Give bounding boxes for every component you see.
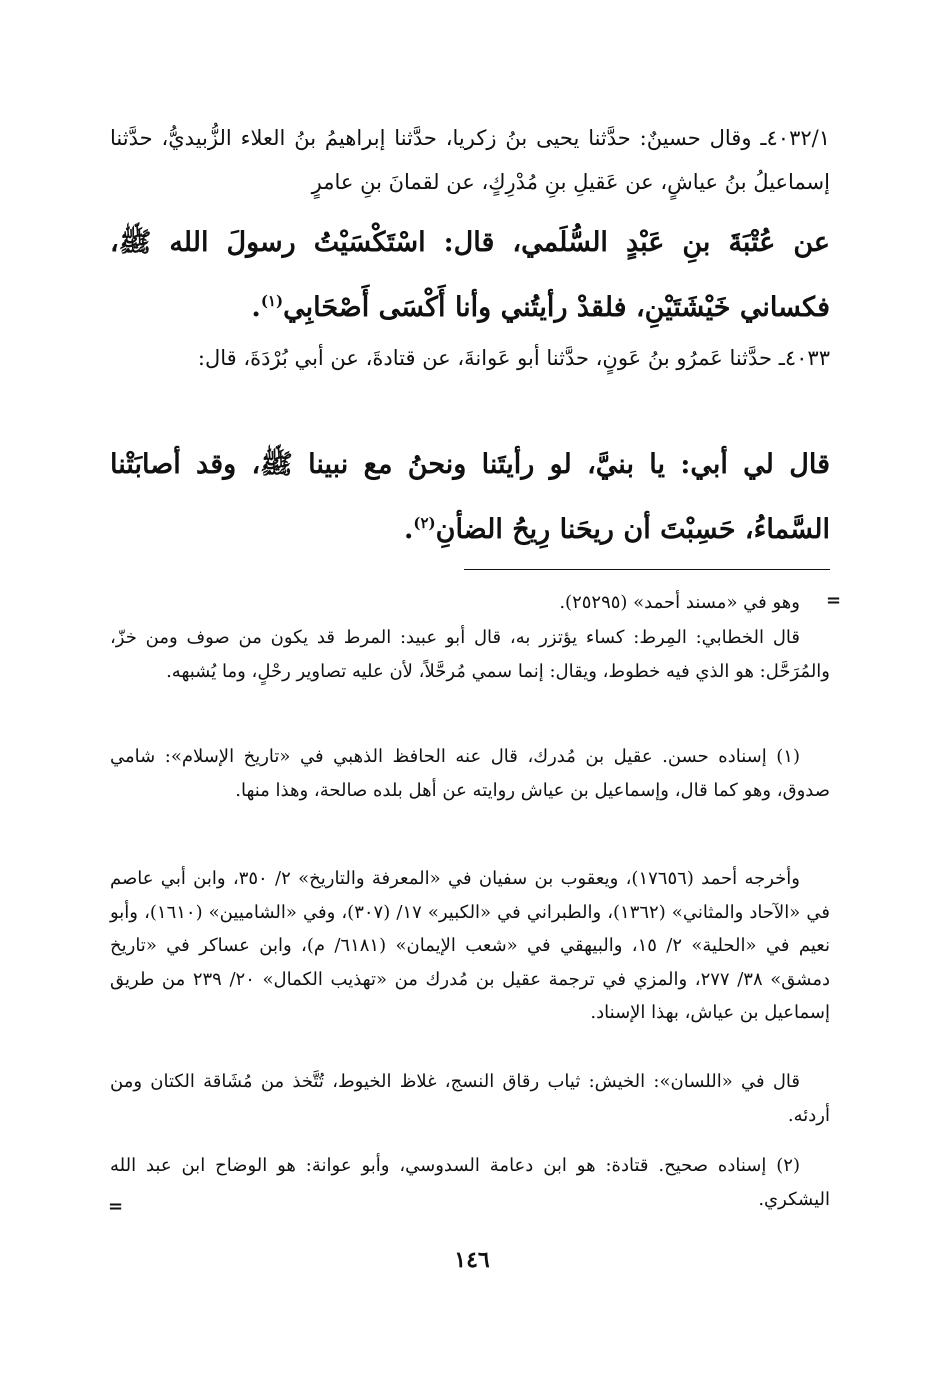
hadith-4033-matn <box>110 436 830 559</box>
footnote-1-isnad: (١) إسناده حسن. عقيل بن مُدرك، قال عنه الحافظ الذهبي في «تاريخ الإسلام»: شامي صدوق، وهو كما قال، وإسماعيل بن عياش روايته عن أهل بلده صالحة، وهذا منها. <box>110 746 830 801</box>
footnote-1-lisan: قال في «اللسان»: الخيش: ثياب رقاق النسج، غلاظ الخيوط، تُتَّخذ من مُشَاقة الكتان ومن أردئه. <box>110 1071 830 1126</box>
footnote-1-takhrij: وأخرجه أحمد (١٧٦٥٦)، ويعقوب بن سفيان في «المعرفة والتاريخ» ٢/ ٣٥٠، وابن أبي عاصم في «الآحاد والمثاني» (١٣٦٢)، والطبراني في «الكبير» ١٧/ (٣٠٧)، وفي «الشاميين» (١٦١٠)، وأبو نعيم في «الحلية» ٢/ ١٥، والبيهقي في «شعب الإيمان» (٦١٨١/ م)، وابن عساكر في «تاريخ دمشق» ٣٨/ ٢٧٧، والمزي في ترجمة عقيل بن مُدرك من «تهذيب الكمال» ٢٠/ ٢٣٩ من طريق إسماعيل بن عياش، بهذا الإسناد. <box>110 868 830 1023</box>
hadith-4033-sanad: ٤٠٣٣ـ حدَّثنا عَمرُو بنُ عَونٍ، حدَّثنا أبو عَوانةَ، عن قتادةَ، عن أبي بُرْدَةَ، قال: <box>197 346 830 370</box>
continuation-mark-top: = <box>826 590 842 611</box>
footnote-2: (٢) إسناده صحيح. قتادة: هو ابن دعامة السدوسي، وأبو عوانة: هو الوضاح ابن عبد الله اليشكري. <box>110 1155 830 1210</box>
hadith-4033-matn-text: قال لي أبي: يا بنيَّ، لو رأيتَنا ونحنُ مع نبينا ﷺ، وقد أصابَتْنا السَّماءُ، حَسِبْتَ أن ريحَنا رِيحُ الضأنِ <box>110 449 830 545</box>
hadith-4032-sanad: ٤٠٣٢/١ـ وقال حسينٌ: حدَّثنا يحيى بنُ زكريا، حدَّثنا إبراهيمُ بنُ العلاء الزُّبيديُّ، حدَّثنا إسماعيلُ بنُ عياشٍ، عن عَقيلِ بنِ مُدْرِكٍ، عن لقمانَ بنِ عامرٍ <box>110 126 830 194</box>
sentence-end: . <box>403 514 414 545</box>
sentence-end: . <box>251 292 261 323</box>
footnote-separator <box>464 569 830 570</box>
page-number: ١٤٦ <box>454 1247 490 1273</box>
hadith-4032-matn <box>110 214 830 337</box>
continuation-mark-bottom: = <box>108 1196 124 1217</box>
footnote-ref-2: (٢) <box>413 514 436 532</box>
footnote-khattabi: قال الخطابي: المِرط: كساء يؤتزر به، قال أبو عبيد: المرط قد يكون من صوف ومن خزّ، والمُرَحَّل: هو الذي فيه خطوط، ويقال: إنما سمي مُرحَّلاً، لأن عليه تصاوير رحْلٍ، وما يُشبهه. <box>110 627 830 682</box>
footnote-ref-1: (١) <box>260 292 284 310</box>
footnote-continuation-musnad: وهو في «مسند أحمد» (٢٥٢٩٥). <box>559 592 800 613</box>
hadith-4032-matn-text: عن عُتْبَةَ بنِ عَبْدٍ السُّلَمي، قال: اسْتَكْسَيْتُ رسولَ الله ﷺ، فكساني خَيْشَتَيْنِ، فلقدْ رأيتُني وأنا أَكْسَى أَصْحَابِي <box>110 227 830 323</box>
